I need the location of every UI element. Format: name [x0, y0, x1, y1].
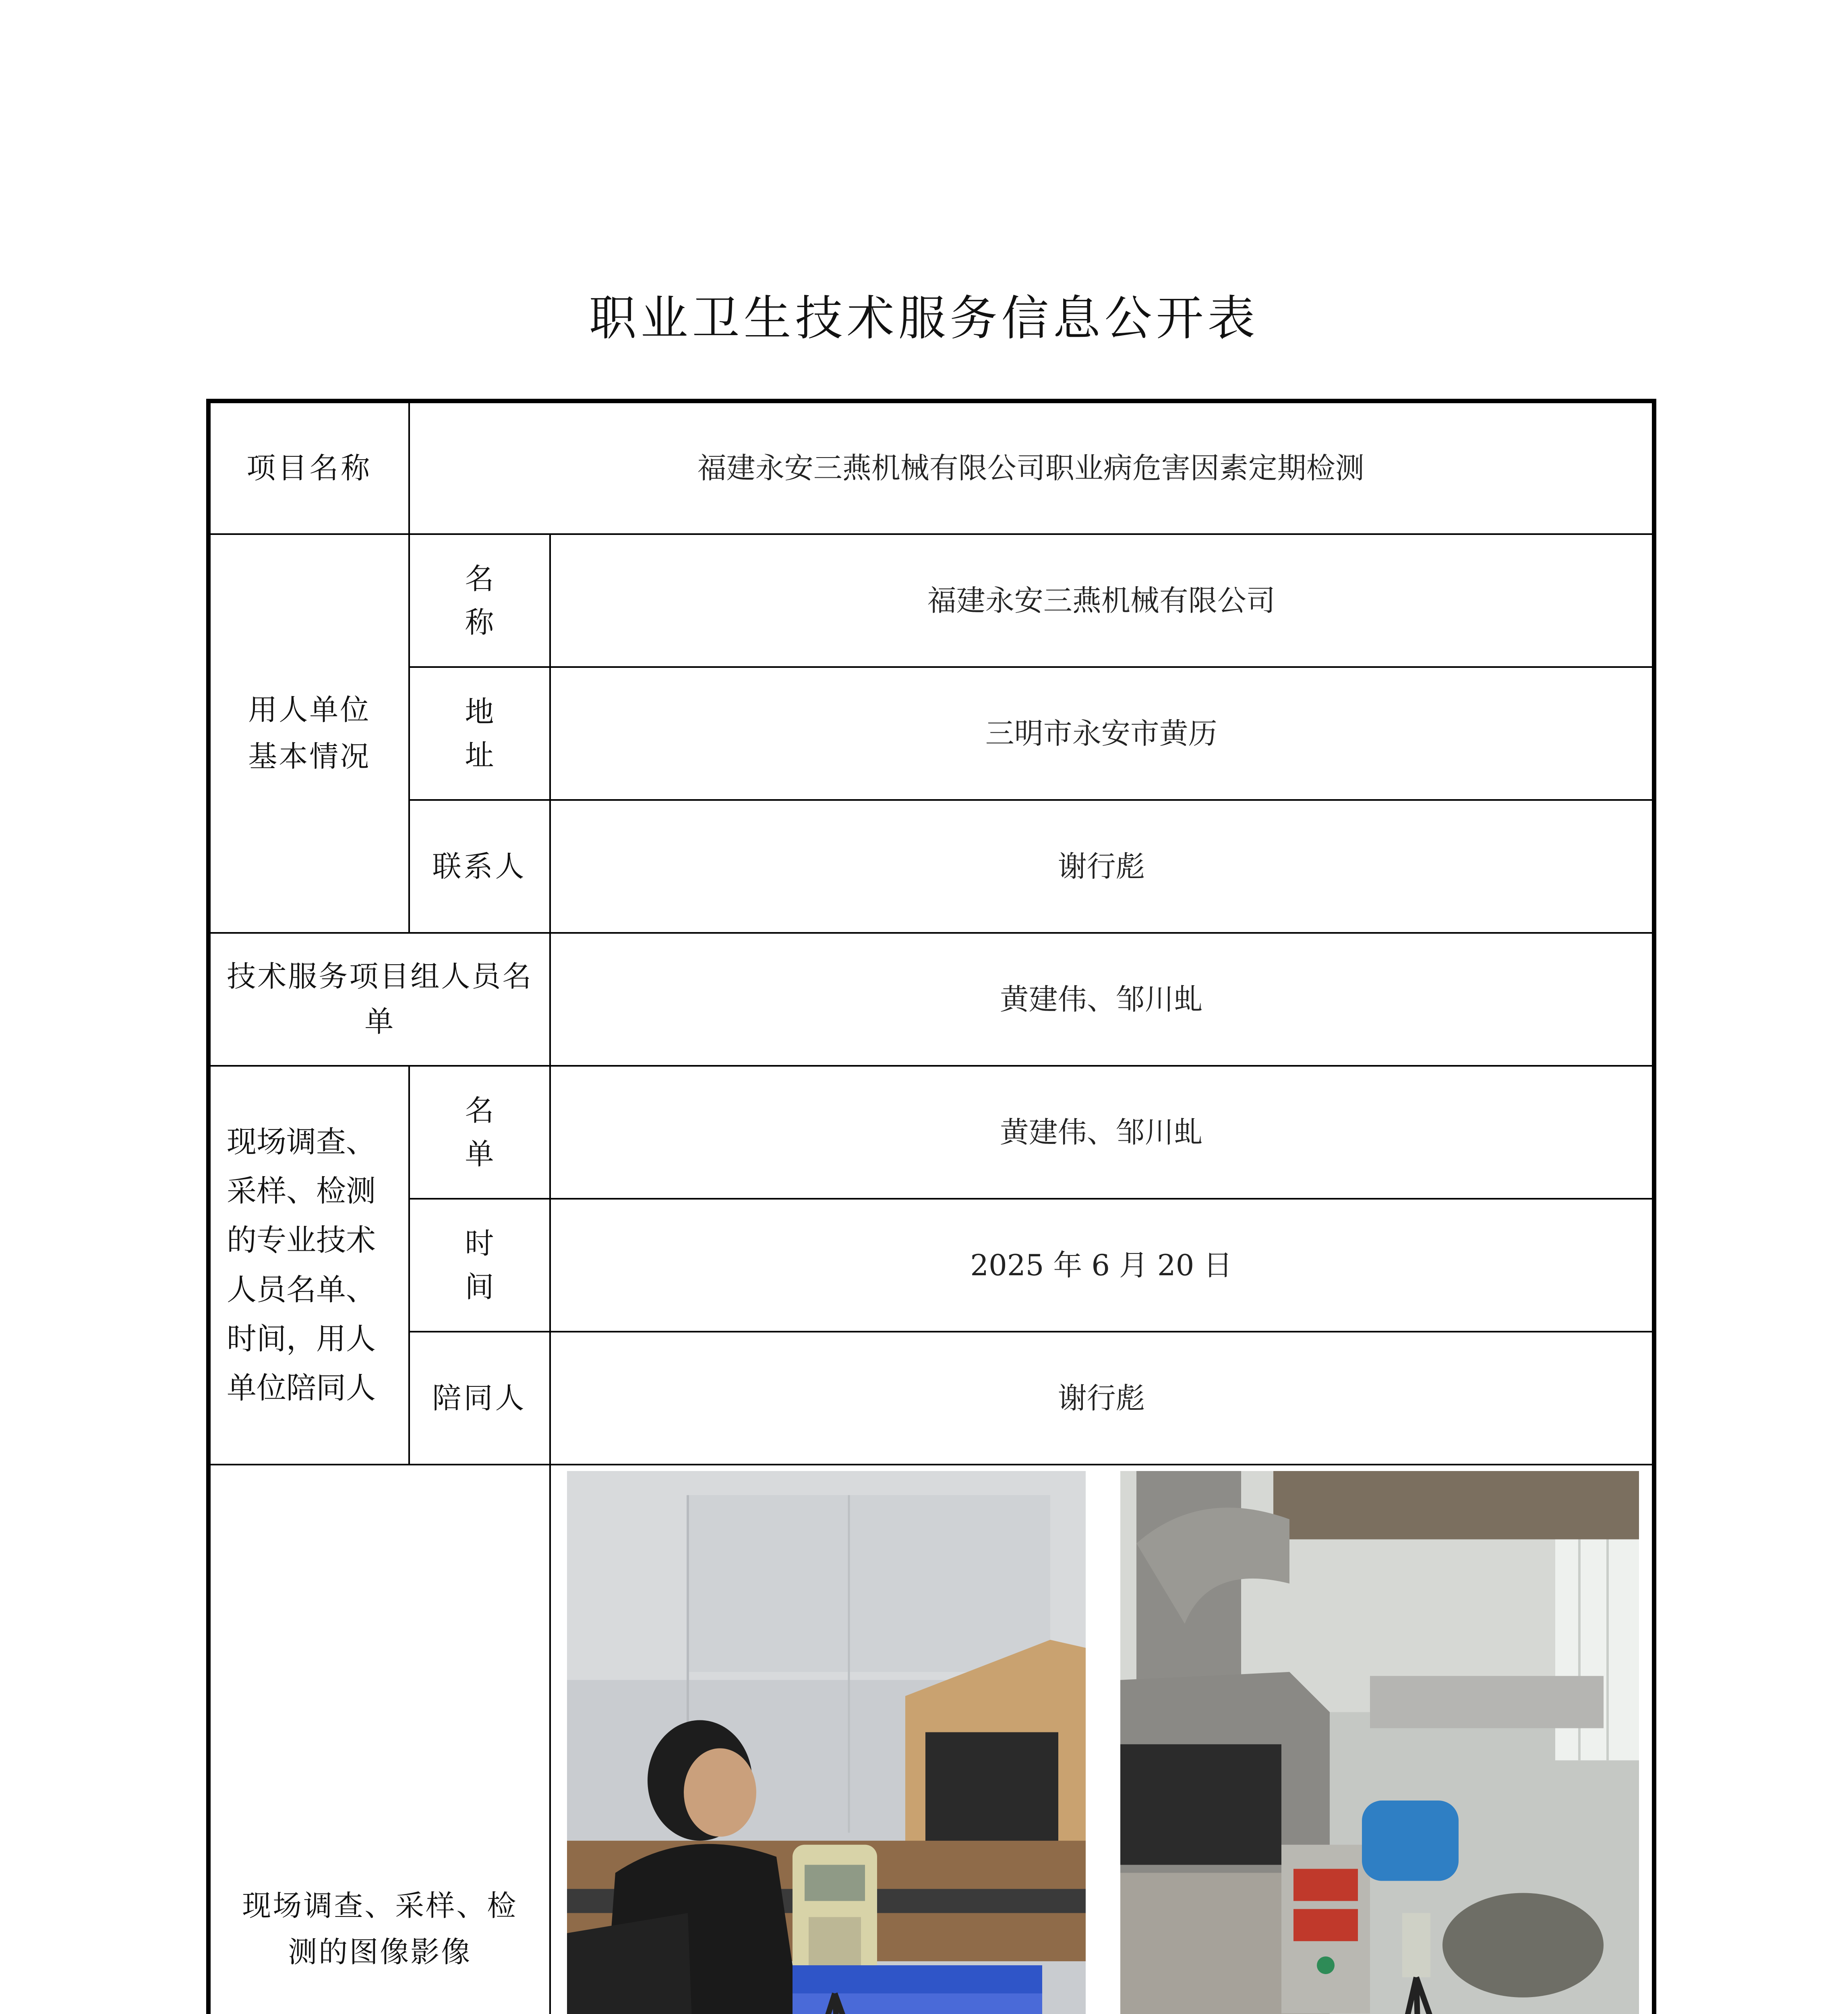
field-escort-value: 谢行彪 [550, 1332, 1654, 1465]
row-field-names [209, 1066, 1654, 1199]
row-employer-contact [209, 800, 1654, 933]
photo-1-image [567, 1471, 1086, 2014]
images-label: 现场调查、采样、检测的图像影像 [209, 1465, 550, 2014]
row-employer-name [209, 534, 1654, 667]
employer-address-label: 地 址 [409, 667, 550, 800]
employer-address-value: 三明市永安市黄历 [550, 667, 1654, 800]
project-name-label: 项目名称 [209, 401, 409, 534]
field-names-label: 名 单 [409, 1066, 550, 1199]
employer-contact-value: 谢行彪 [550, 800, 1654, 933]
project-name-value: 福建永安三燕机械有限公司职业病危害因素定期检测 [409, 401, 1654, 534]
row-project-name [209, 401, 1654, 534]
team-value: 黄建伟、邹川虬 [550, 933, 1654, 1066]
field-time-label: 时 间 [409, 1199, 550, 1332]
row-employer-address [209, 667, 1654, 800]
row-field-time [209, 1199, 1654, 1332]
employer-section-label: 用人单位基本情况 [209, 534, 409, 933]
photo-2-image [1120, 1471, 1639, 2014]
images-cell [550, 1465, 1654, 2014]
row-field-escort [209, 1332, 1654, 1465]
row-images [209, 1465, 1654, 2014]
noise-meter-photo-furnace-area [1120, 1471, 1639, 2014]
employer-name-label: 名 称 [409, 534, 550, 667]
field-escort-label: 陪同人 [409, 1332, 550, 1465]
employer-contact-label: 联系人 [409, 800, 550, 933]
employer-name-value: 福建永安三燕机械有限公司 [550, 534, 1654, 667]
page-title: 职业卫生技术服务信息公开表 [589, 290, 1259, 346]
info-table [206, 399, 1656, 2014]
row-team [209, 933, 1654, 1066]
field-names-value: 黄建伟、邹川虬 [550, 1066, 1654, 1199]
team-label: 技术服务项目组人员名单 [209, 933, 550, 1066]
field-time-value: 2025 年 6 月 20 日 [550, 1199, 1654, 1332]
field-section-label: 现场调查、采样、检测的专业技术人员名单、时间，用人单位陪同人 [209, 1066, 409, 1465]
noise-meter-photo-workshop-desk [567, 1471, 1086, 2014]
